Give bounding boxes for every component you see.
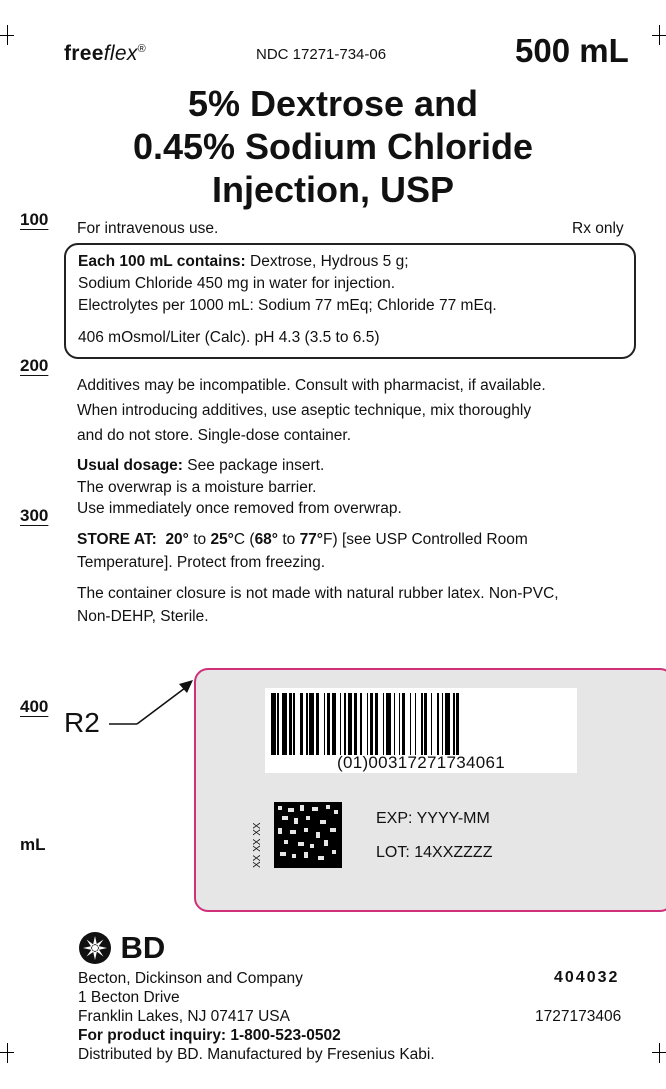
ndc-number: NDC 17271-734-06 bbox=[256, 46, 387, 63]
contents-line2: Sodium Chloride 450 mg in water for injection. bbox=[78, 275, 396, 292]
closure-line1: The container closure is not made with natural rubber latex. Non-PVC, bbox=[77, 585, 559, 602]
datamatrix-code bbox=[274, 802, 342, 868]
product-inquiry: For product inquiry: 1-800-523-0502 bbox=[78, 1027, 341, 1044]
dosage-line2: The overwrap is a moisture barrier. bbox=[77, 479, 317, 496]
crop-mark bbox=[659, 25, 660, 45]
scale-200: 200 bbox=[20, 356, 49, 375]
rx-only: Rx only bbox=[572, 220, 624, 237]
bd-starburst-icon bbox=[78, 931, 112, 965]
distribution-note: Distributed by BD. Manufactured by Fresenius Kabi. bbox=[78, 1046, 435, 1063]
barcode-bar bbox=[459, 693, 464, 755]
datamatrix-side-text: XX XX XX bbox=[252, 822, 263, 868]
freeflex-logo: freeflex® bbox=[64, 42, 147, 65]
bd-wordmark: BD bbox=[120, 930, 166, 965]
additives-line3: and do not store. Single-dose container. bbox=[77, 427, 352, 444]
contents-line4: 406 mOsmol/Liter (Calc). pH 4.3 (3.5 to 6.5) bbox=[78, 329, 380, 346]
datamatrix-pattern bbox=[274, 802, 342, 868]
company-line2: 1 Becton Drive bbox=[78, 989, 180, 1006]
crop-mark bbox=[659, 1043, 660, 1063]
crop-mark bbox=[7, 25, 8, 45]
contents-line3: Electrolytes per 1000 mL: Sodium 77 mEq; Chloride 77 mEq. bbox=[78, 297, 497, 314]
company-line1: Becton, Dickinson and Company bbox=[78, 970, 303, 987]
scale-unit: mL bbox=[20, 835, 46, 854]
route-text: For intravenous use. bbox=[77, 220, 219, 237]
barcode-number: (01)00317271734061 bbox=[337, 753, 505, 772]
volume: 500 mL bbox=[515, 32, 629, 69]
crop-mark bbox=[7, 1043, 8, 1063]
additives-line1: Additives may be incompatible. Consult with pharmacist, if available. bbox=[77, 377, 546, 394]
additives-line2: When introducing additives, use aseptic technique, mix thoroughly bbox=[77, 402, 532, 419]
barcode bbox=[271, 693, 571, 755]
product-title-line1: 5% Dextrose and bbox=[187, 83, 479, 124]
scale-100: 100 bbox=[20, 210, 49, 229]
r2-label: R2 bbox=[64, 707, 100, 738]
dosage-line1: Usual dosage: See package insert. bbox=[77, 457, 325, 474]
product-title-line2: 0.45% Sodium Chloride bbox=[132, 126, 534, 167]
label-id-number: 1727173406 bbox=[535, 1008, 622, 1025]
product-title-line3: Injection, USP bbox=[211, 169, 455, 210]
label-code: 404032 bbox=[554, 969, 620, 986]
company-line3: Franklin Lakes, NJ 07417 USA bbox=[78, 1008, 290, 1025]
closure-line2: Non-DEHP, Sterile. bbox=[77, 608, 209, 625]
lot-number: LOT: 14XXZZZZ bbox=[376, 844, 493, 861]
bd-logo bbox=[78, 930, 165, 966]
scale-400: 400 bbox=[20, 697, 49, 716]
contents-line1: Each 100 mL contains: Dextrose, Hydrous 5 g; bbox=[78, 253, 409, 270]
dosage-line3: Use immediately once removed from overwrap. bbox=[77, 500, 402, 517]
storage-line2: Temperature]. Protect from freezing. bbox=[77, 554, 326, 571]
scale-300: 300 bbox=[20, 506, 49, 525]
r2-arrow bbox=[105, 676, 197, 728]
expiry-date: EXP: YYYY-MM bbox=[376, 810, 490, 827]
storage-line1: STORE AT: 20° to 25°C (68° to 77°F) [see USP Controlled Room bbox=[77, 531, 528, 548]
